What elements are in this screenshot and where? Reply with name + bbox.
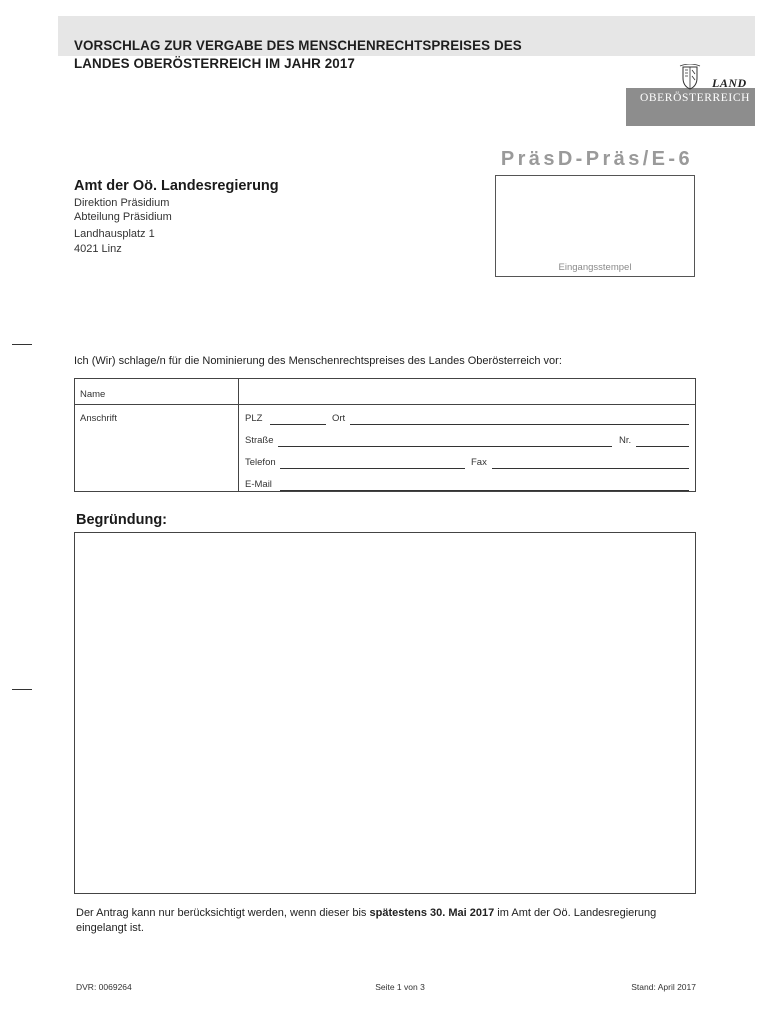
crest-icon [675, 64, 705, 90]
nr-label: Nr. [619, 435, 632, 446]
footer-dvr: DVR: 0069264 [76, 982, 132, 992]
nomination-intro: Ich (Wir) schlage/n für die Nominierung des Menschenrechtspreises des Landes Oberösterreich vor: [74, 355, 562, 367]
logo-text-land: LAND [712, 76, 747, 90]
fax-field[interactable] [492, 468, 689, 469]
address-line: Abteilung Präsidium [74, 211, 172, 223]
nr-field[interactable] [636, 446, 689, 447]
ort-field[interactable] [350, 424, 689, 425]
name-field[interactable] [240, 380, 694, 403]
email-label: E-Mail [245, 479, 272, 490]
table-divider [74, 404, 696, 405]
fold-mark [12, 344, 32, 345]
name-label: Name [80, 389, 106, 400]
title-line-2: LANDES OBERÖSTERREICH IM JAHR 2017 [74, 56, 355, 71]
telefon-label: Telefon [245, 457, 276, 468]
telefon-field[interactable] [280, 468, 465, 469]
footer-page-number: Seite 1 von 3 [375, 982, 425, 992]
address-line: Direktion Präsidium [74, 197, 170, 209]
office-name: Amt der Oö. Landesregierung [74, 178, 279, 194]
deadline-text-after: im Amt der Oö. Landesregierung eingelangt ist. [76, 907, 657, 934]
email-field[interactable] [280, 490, 689, 491]
deadline-date: spätestens 30. Mai 2017 [369, 907, 495, 919]
fax-label: Fax [471, 457, 487, 468]
address-line: 4021 Linz [74, 243, 122, 255]
strasse-label: Straße [245, 435, 274, 446]
strasse-field[interactable] [278, 446, 612, 447]
title-line-1: VORSCHLAG ZUR VERGABE DES MENSCHENRECHTSPREISES DES [74, 38, 522, 53]
table-divider [238, 378, 239, 492]
reason-textarea[interactable] [74, 532, 696, 894]
form-code: PräsD-Präs/E-6 [500, 148, 693, 170]
address-label: Anschrift [80, 413, 117, 424]
document-title [74, 37, 634, 73]
ort-label: Ort [332, 413, 346, 424]
address-line: Landhausplatz 1 [74, 228, 155, 240]
deadline-note [76, 906, 698, 936]
reason-heading: Begründung: [76, 512, 168, 528]
logo-text-region: OBERÖSTERREICH [640, 92, 750, 104]
deadline-text-before: Der Antrag kann nur berücksichtigt werden, wenn dieser bis [76, 907, 370, 919]
plz-field[interactable] [270, 424, 326, 425]
stamp-label: Eingangsstempel [558, 262, 632, 273]
fold-mark [12, 689, 32, 690]
plz-label: PLZ [245, 413, 263, 424]
footer-stand: Stand: April 2017 [631, 982, 696, 992]
